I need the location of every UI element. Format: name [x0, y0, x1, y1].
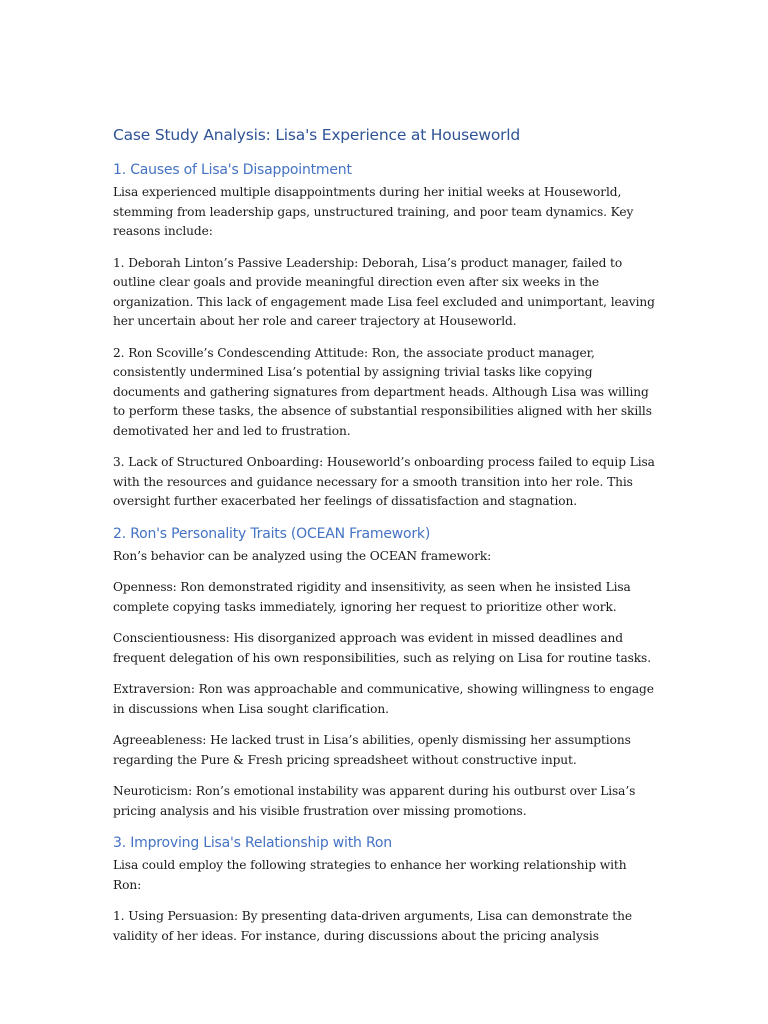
section-heading-improving: 3. Improving Lisa's Relationship with Ron: [113, 835, 392, 851]
paragraph: 1. Deborah Linton’s Passive Leadership: Deborah, Lisa’s product manager, failed to outline clear goals and provide meaningful direction even after six weeks in the organization. This lack of engagement made Lisa feel excluded and unimportant, leaving her uncertain about her role and career trajectory at Houseworld.: [113, 255, 655, 328]
document-title: Case Study Analysis: Lisa's Experience at Houseworld: [113, 126, 521, 144]
paragraph: Lisa could employ the following strategies to enhance her working relationship with Ron:: [113, 858, 627, 892]
paragraph: 3. Lack of Structured Onboarding: Houseworld’s onboarding process failed to equip Lisa with the resources and guidance necessary for a smooth transition into her role. This oversight further exacerbated her feelings of dissatisfaction and stagnation.: [113, 455, 655, 508]
paragraph: Agreeableness: He lacked trust in Lisa’s abilities, openly dismissing her assumptions regarding the Pure & Fresh pricing spreadsheet without constructive input.: [113, 733, 631, 767]
paragraph: Conscientiousness: His disorganized approach was evident in missed deadlines and frequent delegation of his own responsibilities, such as relying on Lisa for routine tasks.: [113, 631, 651, 665]
paragraph: Neuroticism: Ron’s emotional instability was apparent during his outburst over Lisa’s pricing analysis and his visible frustration over missing promotions.: [113, 784, 636, 818]
paragraph: Extraversion: Ron was approachable and communicative, showing willingness to engage in discussions when Lisa sought clarification.: [113, 682, 654, 716]
paragraph: 1. Using Persuasion: By presenting data-driven arguments, Lisa can demonstrate the validity of her ideas. For instance, during discussions about the pricing analysis: [113, 909, 632, 943]
section-heading-causes: 1. Causes of Lisa's Disappointment: [113, 162, 352, 178]
section-heading-personality: 2. Ron's Personality Traits (OCEAN Framework): [113, 525, 431, 542]
paragraph: Lisa experienced multiple disappointments during her initial weeks at Houseworld, stemming from leadership gaps, unstructured training, and poor team dynamics. Key reasons include:: [113, 185, 634, 238]
paragraph: Ron’s behavior can be analyzed using the OCEAN framework:: [113, 548, 492, 563]
paragraph: 2. Ron Scoville’s Condescending Attitude: Ron, the associate product manager, consistently undermined Lisa’s potential by assigning trivial tasks like copying documents and gathering signatures from department heads. Although Lisa was willing to perform these tasks, the absence of substantial responsibilities aligned with her skills demotivated her and led to frustration.: [113, 345, 652, 438]
document-body: [113, 124, 658, 958]
paragraph: Openness: Ron demonstrated rigidity and insensitivity, as seen when he insisted Lisa complete copying tasks immediately, ignoring her request to prioritize other work.: [113, 580, 631, 614]
